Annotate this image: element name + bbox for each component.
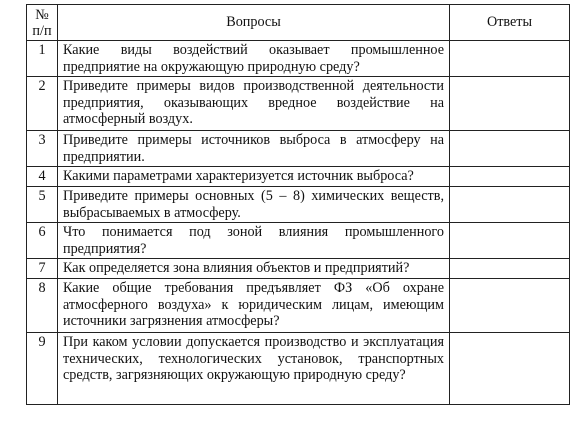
answer-cell[interactable] (450, 332, 570, 404)
question-text: Приведите примеры видов производственной деятельности предприятия, оказывающих вредное воздействие на атмосферный воздух. (58, 77, 450, 131)
question-text: Приведите примеры источников выброса в атмосферу на предприятии. (58, 131, 450, 167)
answer-cell[interactable] (450, 77, 570, 131)
answer-cell[interactable] (450, 41, 570, 77)
question-text: Какие общие требования предъявляет ФЗ «Об охране атмосферного воздуха» к юридическим лицам, имеющим источники загрязнения атмосферы? (58, 278, 450, 332)
question-text: Какие виды воздействий оказывает промышленное предприятие на окружающую природную среду? (58, 41, 450, 77)
header-number: № п/п (27, 5, 58, 41)
table-row (27, 131, 570, 167)
row-number: 1 (27, 41, 58, 77)
answer-cell[interactable] (450, 131, 570, 167)
row-number: 7 (27, 259, 58, 279)
row-number: 6 (27, 223, 58, 259)
answer-cell[interactable] (450, 167, 570, 187)
header-questions: Вопросы (58, 5, 450, 41)
row-number: 9 (27, 332, 58, 404)
table-row (27, 41, 570, 77)
row-number: 4 (27, 167, 58, 187)
table-row (27, 77, 570, 131)
answer-cell[interactable] (450, 223, 570, 259)
question-text: Какими параметрами характеризуется источник выброса? (58, 167, 450, 187)
question-text: При каком условии допускается производство и эксплуатация технических, технологических установок, транспортных средств, загрязняющих окружающую природную среду? (58, 332, 450, 404)
question-text: Как определяется зона влияния объектов и предприятий? (58, 259, 450, 279)
answer-cell[interactable] (450, 259, 570, 279)
answer-cell[interactable] (450, 278, 570, 332)
header-answers: Ответы (450, 5, 570, 41)
table-row (27, 332, 570, 404)
table-header-row (27, 5, 570, 41)
question-text: Приведите примеры основных (5 – 8) химических веществ, выбрасываемых в атмосферу. (58, 186, 450, 222)
row-number: 8 (27, 278, 58, 332)
table-row (27, 259, 570, 279)
row-number: 2 (27, 77, 58, 131)
answer-cell[interactable] (450, 186, 570, 222)
table-row (27, 167, 570, 187)
question-text: Что понимается под зоной влияния промышленного предприятия? (58, 223, 450, 259)
table-row (27, 223, 570, 259)
row-number: 3 (27, 131, 58, 167)
table-row (27, 186, 570, 222)
table-row (27, 278, 570, 332)
row-number: 5 (27, 186, 58, 222)
questions-table (26, 4, 570, 405)
